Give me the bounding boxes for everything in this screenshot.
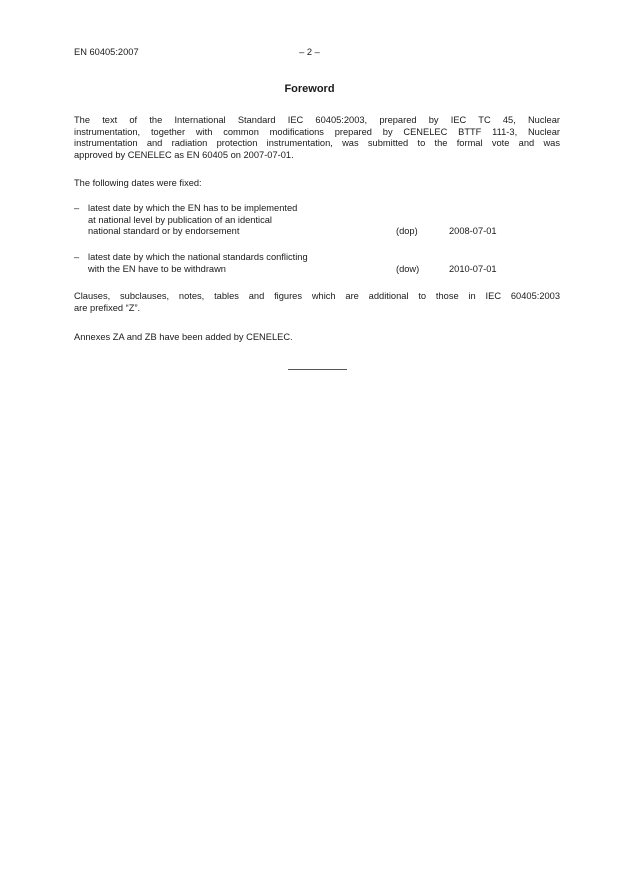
- dates-intro: The following dates were fixed:: [74, 178, 202, 188]
- annexes-paragraph: Annexes ZA and ZB have been added by CENELEC.: [74, 332, 293, 342]
- intro-line: The text of the International Standard IEC 60405:2003, prepared by IEC TC 45, Nuclear: [74, 115, 560, 125]
- date-value: 2010-07-01: [449, 264, 497, 274]
- end-rule: [288, 369, 347, 370]
- date-item-line: at national level by publication of an identical: [88, 214, 272, 225]
- intro-line: instrumentation and radiation protection instrumentation, was submitted to the formal vote and was: [74, 138, 560, 149]
- intro-line: instrumentation, together with common modifications prepared by CENELEC BTTF 111-3, Nuclear: [74, 126, 560, 137]
- intro-line: approved by CENELEC as EN 60405 on 2007-07-01.: [74, 149, 294, 160]
- date-abbreviation: (dow): [396, 264, 420, 274]
- intro-paragraph: [74, 115, 560, 161]
- date-item-line: with the EN have to be withdrawn: [88, 263, 226, 274]
- date-item-text: [88, 252, 378, 275]
- clauses-line: are prefixed “Z”.: [74, 302, 141, 313]
- clauses-line: Clauses, subclauses, notes, tables and figures which are additional to those in IEC 60405:2003: [74, 291, 560, 301]
- date-abbreviation: (dop): [396, 226, 418, 236]
- date-item-line: latest date by which the EN has to be implemented: [88, 203, 298, 213]
- date-value: 2008-07-01: [449, 226, 497, 236]
- section-title: Foreword: [284, 83, 335, 95]
- date-item-line: latest date by which the national standards conflicting: [88, 252, 308, 262]
- date-item-line: national standard or by endorsement: [88, 226, 240, 237]
- document-id: EN 60405:2007: [74, 47, 139, 57]
- clauses-paragraph: [74, 291, 560, 314]
- list-dash: –: [74, 203, 80, 213]
- list-dash: –: [74, 252, 80, 262]
- page-number: – 2 –: [299, 47, 320, 57]
- date-item-text: [88, 203, 378, 238]
